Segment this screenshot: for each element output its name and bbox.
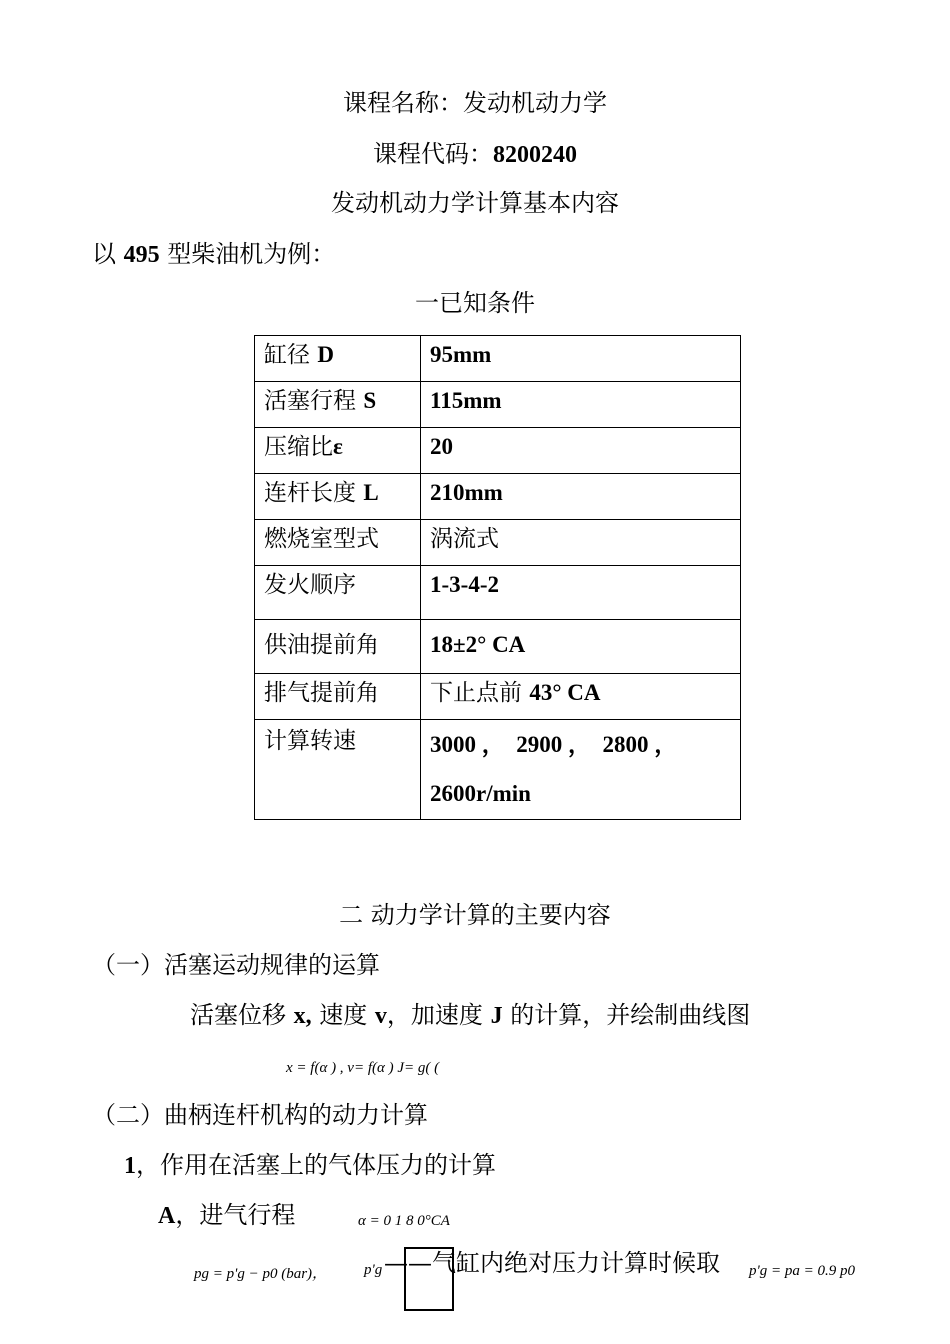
example-model: 495 [123, 242, 160, 268]
value-prefix: 下止点前 [430, 680, 522, 706]
desc-x: x, [293, 1003, 312, 1029]
section2-title [0, 900, 950, 930]
table-row [255, 566, 741, 620]
known-conditions-table [254, 335, 741, 820]
course-code-line [0, 139, 950, 170]
key-text: 活塞行程 [264, 388, 356, 414]
key-text: 连杆长度 [264, 480, 356, 506]
section1-title [0, 288, 950, 318]
desc-a: 活塞位移 [190, 1001, 286, 1029]
alpha-range: α = 0 1 8 0°CA [358, 1213, 450, 1229]
table-value-cell: 1-3-4-2 [421, 566, 741, 620]
section2-title-text: 二 动力学计算的主要内容 [339, 901, 611, 929]
table-key-cell: 计算转速 [255, 720, 421, 820]
pressure-explanation [384, 1248, 720, 1278]
intake-pressure-formula: p'g = pa = 0.9 p0 [749, 1263, 855, 1279]
table-value-cell: 20 [421, 428, 741, 474]
key-symbol: ε [333, 434, 343, 459]
item1-title [124, 1150, 496, 1181]
part2-title [92, 1100, 428, 1130]
part2-title-text: （二）曲柄连杆机构的动力计算 [92, 1101, 428, 1129]
table-value-cell: 18±2° CA [421, 620, 741, 674]
course-code: 8200240 [493, 142, 577, 168]
speed-line-2: 2600r/min [430, 781, 531, 806]
item1-number: 1 [124, 1153, 136, 1179]
table-row [255, 674, 741, 720]
course-code-label: 课程代码： [373, 140, 493, 168]
desc-b: 速度 [319, 1001, 368, 1029]
table-key-cell: 供油提前角 [255, 620, 421, 674]
course-name-line [0, 88, 950, 118]
part1-title [92, 950, 380, 980]
course-name-label: 课程名称： [343, 89, 463, 117]
table-key-cell [255, 474, 421, 520]
value-main: 43° CA [529, 680, 601, 705]
table-row [255, 336, 741, 382]
subtitle-text: 发动机动力学计算基本内容 [331, 189, 619, 217]
section1-title-text: 一已知条件 [415, 289, 535, 317]
itemA-title [158, 1200, 295, 1231]
page-subtitle [0, 188, 950, 218]
part1-title-text: （一）活塞运动规律的运算 [92, 951, 380, 979]
part1-description [190, 1000, 750, 1031]
course-name: 发动机动力学 [463, 89, 607, 117]
key-text: 压缩比 [264, 434, 333, 460]
table-value-cell: 涡流式 [421, 520, 741, 566]
pressure-explanation-text: ——气缸内绝对压力计算时候取 [384, 1249, 720, 1277]
table-key-cell [255, 382, 421, 428]
table-value-cell: 210mm [421, 474, 741, 520]
item1-text: ，作用在活塞上的气体压力的计算 [136, 1151, 496, 1179]
key-symbol: L [363, 480, 379, 505]
motion-formula: x = f(α ) , v= f(α ) J= g( ( [286, 1060, 440, 1076]
table-row [255, 474, 741, 520]
table-key-cell: 发火顺序 [255, 566, 421, 620]
itemA-label: A [158, 1203, 176, 1229]
speed-line-1: 3000 ， 2900 ， 2800 ， [430, 732, 678, 757]
table-row [255, 382, 741, 428]
key-symbol: D [317, 342, 334, 367]
table-row [255, 720, 741, 820]
absolute-pressure-symbol: p'g [364, 1262, 383, 1278]
desc-c: ，加速度 [386, 1001, 483, 1029]
table-value-cell [421, 720, 741, 820]
example-suffix: 型柴油机为例： [167, 240, 336, 268]
desc-d: 的计算，并绘制曲线图 [510, 1001, 751, 1029]
table-row [255, 520, 741, 566]
table-row [255, 620, 741, 674]
table-value-cell: 95mm [421, 336, 741, 382]
table-value-cell [421, 674, 741, 720]
table-key-cell [255, 336, 421, 382]
table-key-cell: 燃烧室型式 [255, 520, 421, 566]
example-prefix: 以 [92, 240, 116, 268]
gauge-pressure-formula: pg = p'g − p0 (bar)， [194, 1266, 328, 1282]
key-text: 缸径 [264, 342, 310, 368]
table-key-cell [255, 428, 421, 474]
itemA-text: ，进气行程 [175, 1201, 296, 1229]
desc-j: J [490, 1003, 503, 1029]
key-symbol: S [363, 388, 377, 413]
desc-v: v [374, 1003, 387, 1029]
table-key-cell: 排气提前角 [255, 674, 421, 720]
table-value-cell: 115mm [421, 382, 741, 428]
table-row [255, 428, 741, 474]
example-line [92, 239, 335, 270]
